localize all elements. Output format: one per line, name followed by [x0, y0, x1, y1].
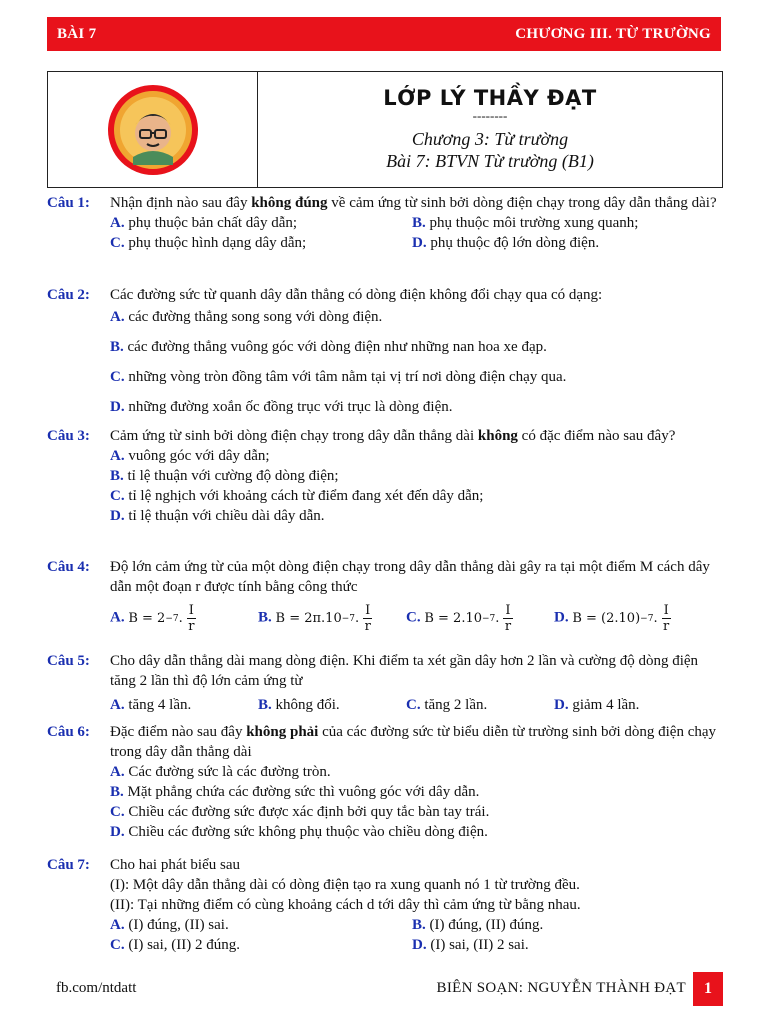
option-c: C. tăng 2 lần.	[406, 697, 488, 713]
top-header-bar	[47, 17, 721, 51]
option-a: A. tăng 4 lần.	[110, 697, 192, 713]
option-a: A. vuông góc với dây dẫn;	[110, 448, 270, 464]
lesson-title: Bài 7: BTVN Từ trường (B1)	[386, 151, 594, 171]
option-d: D. những đường xoắn ốc đồng trục với trục là dòng điện.	[110, 399, 453, 415]
title-cell	[258, 72, 722, 187]
title-box	[47, 71, 723, 188]
option-d: D. tỉ lệ thuận với chiều dài dây dẫn.	[110, 508, 325, 524]
question-7	[47, 855, 723, 955]
question-number: Câu 7:	[47, 857, 90, 873]
option-d: D. phụ thuộc độ lớn dòng điện.	[412, 235, 600, 251]
option-c: C. (I) sai, (II) 2 đúng.	[110, 937, 240, 953]
option-a: A. các đường thẳng song song với dòng điện.	[110, 309, 383, 325]
option-a: A. B = 2 −7 . $\frac{I}{r}$	[110, 603, 195, 634]
option-c: C. những vòng tròn đồng tâm với tâm nằm tại vị trí nơi dòng điện chạy qua.	[110, 369, 567, 385]
lesson-label: BÀI 7	[57, 25, 97, 42]
option-a: A. phụ thuộc bản chất dây dẫn;	[110, 215, 298, 231]
question-6	[47, 722, 723, 842]
statement-1: (I): Một dây dẫn thẳng dài có dòng điện tạo ra xung quanh nó 1 từ trường đều.	[110, 877, 580, 893]
page-number: 1	[693, 972, 723, 1006]
question-stem: Đặc điểm nào sau đây không phải của các đường sức từ biểu diễn từ trường sinh bởi dòng điện chạy trong dây dẫn thẳng dài	[110, 724, 717, 760]
question-number: Câu 3:	[47, 428, 90, 444]
question-stem: Độ lớn cảm ứng từ của một dòng điện chạy trong dây dẫn thẳng dài gây ra tại một điểm M cách dây dẫn một đoạn r được tính bằng công thức	[110, 559, 710, 595]
question-stem: Nhận định nào sau đây không đúng về cảm ứng từ sinh bởi dòng điện chạy trong dây dẫn thẳng dài?	[110, 195, 717, 211]
option-d: D. B = (2.10) −7 . $\frac{I}{r}$	[554, 603, 670, 634]
option-b: B. tỉ lệ thuận với cường độ dòng điện;	[110, 468, 339, 484]
option-c: C. phụ thuộc hình dạng dây dẫn;	[110, 235, 307, 251]
question-number: Câu 4:	[47, 559, 90, 575]
question-number: Câu 5:	[47, 653, 90, 669]
question-stem: Cảm ứng từ sinh bởi dòng điện chạy trong dây dẫn thẳng dài không có đặc điểm nào sau đây?	[110, 428, 676, 444]
option-d: D. giảm 4 lần.	[554, 697, 640, 713]
question-number: Câu 6:	[47, 724, 90, 740]
question-stem: Cho dây dẫn thẳng dài mang dòng điện. Khi điểm ta xét gần dây hơn 2 lần và cường độ dòng điện tăng 2 lần thì độ lớn cảm ứng từ	[110, 653, 699, 689]
option-c: C. tỉ lệ nghịch với khoảng cách từ điểm đang xét đến dây dẫn;	[110, 488, 484, 504]
logo-cell	[48, 72, 258, 187]
question-stem: Các đường sức từ quanh dây dẫn thẳng có dòng điện không đổi chạy qua có dạng:	[110, 287, 603, 303]
option-c: C. B = 2.10 −7 . $\frac{I}{r}$	[406, 603, 512, 634]
footer-link[interactable]: fb.com/ntdatt	[56, 980, 137, 996]
divider-dashes: --------	[472, 108, 508, 123]
question-1	[47, 193, 723, 253]
option-c: C. Chiều các đường sức được xác định bởi quy tắc bàn tay trái.	[110, 804, 490, 820]
chapter-label: CHƯƠNG III. TỪ TRƯỜNG	[515, 25, 711, 42]
question-number: Câu 1:	[47, 195, 90, 211]
option-b: B. (I) đúng, (II) đúng.	[412, 917, 544, 933]
question-3	[47, 426, 723, 526]
option-d: D. (I) sai, (II) 2 sai.	[412, 937, 529, 953]
question-number: Câu 2:	[47, 287, 90, 303]
option-b: B. B = 2π.10 −7 . $\frac{I}{r}$	[258, 603, 371, 634]
option-b: B. các đường thẳng vuông góc với dòng điện như những nan hoa xe đạp.	[110, 339, 547, 355]
option-d: D. Chiều các đường sức không phụ thuộc vào chiều dòng điện.	[110, 824, 488, 840]
option-a: A. Các đường sức là các đường tròn.	[110, 764, 331, 780]
question-4	[47, 557, 723, 634]
brand-title: LỚP LÝ THẦY ĐẠT	[383, 86, 597, 110]
statement-2: (II): Tại những điểm có cùng khoảng cách d tới dây thì cảm ứng từ bằng nhau.	[110, 897, 581, 913]
question-2	[47, 285, 723, 417]
logo-badge-icon	[103, 85, 203, 175]
question-stem: Cho hai phát biểu sau	[110, 857, 240, 873]
chapter-title: Chương 3: Từ trường	[411, 129, 569, 149]
option-b: B. không đổi.	[258, 697, 340, 713]
footer-author: BIÊN SOẠN: NGUYỄN THÀNH ĐẠT	[436, 980, 686, 996]
question-5	[47, 651, 723, 715]
option-a: A. (I) đúng, (II) sai.	[110, 917, 229, 933]
option-b: B. phụ thuộc môi trường xung quanh;	[412, 215, 639, 231]
option-b: B. Mặt phẳng chứa các đường sức thì vuông góc với dây dẫn.	[110, 784, 480, 800]
